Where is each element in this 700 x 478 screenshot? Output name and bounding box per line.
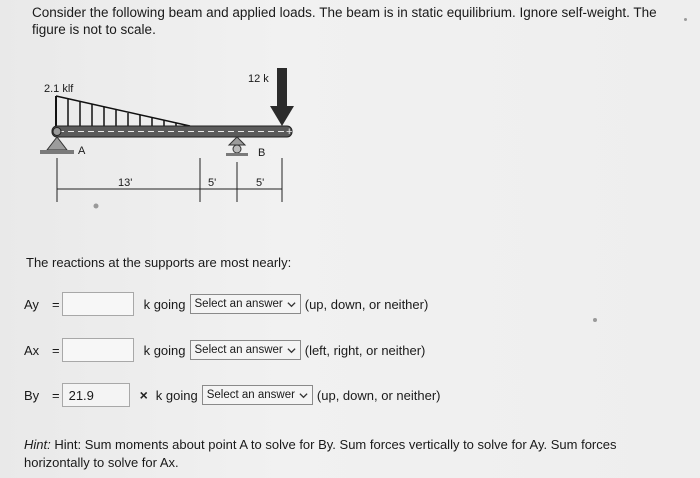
answer-row-ax xyxy=(24,336,425,364)
hint-label: Hint: xyxy=(24,437,51,452)
by-direction-select[interactable] xyxy=(202,385,313,405)
answer-row-by xyxy=(24,381,441,409)
chevron-down-icon xyxy=(287,300,296,309)
ay-direction-select[interactable] xyxy=(190,294,301,314)
incorrect-mark-icon: × xyxy=(139,387,148,403)
svg-text:+: + xyxy=(286,126,293,138)
by-select-label: Select an answer xyxy=(206,389,295,401)
dim-13: 13' xyxy=(118,177,133,189)
ay-equals: = xyxy=(52,296,60,312)
chevron-down-icon xyxy=(299,391,308,400)
by-input[interactable] xyxy=(62,383,130,407)
point-load-label: 12 k xyxy=(248,73,269,85)
hint-text xyxy=(24,436,664,472)
support-b-label: B xyxy=(258,147,266,159)
question-prompt: The reactions at the supports are most nearly: xyxy=(26,255,292,270)
by-options-hint: (up, down, or neither) xyxy=(316,387,441,403)
ax-label: Ax xyxy=(24,342,40,358)
support-a-label: A xyxy=(78,145,86,157)
hint-body: Hint: Sum moments about point A to solve for By. Sum forces vertically to solve for Ay. Sum forces horizontally to solve for Ax. xyxy=(24,437,617,470)
ax-select-label: Select an answer xyxy=(194,344,283,356)
ax-options-hint: (left, right, or neither) xyxy=(304,342,426,358)
dim-5-first: 5' xyxy=(208,177,217,189)
ay-units: k going xyxy=(143,296,186,312)
dist-load-label: 2.1 klf xyxy=(44,83,74,95)
by-units: k going xyxy=(155,387,198,403)
ay-label: Ay xyxy=(24,296,39,312)
decor-dot xyxy=(593,318,597,322)
beam-diagram xyxy=(30,62,310,212)
decor-dot xyxy=(684,18,687,21)
ax-direction-select[interactable] xyxy=(190,340,301,360)
problem-statement: Consider the following beam and applied loads. The beam is in static equilibrium. Ignore self-weight. The figure is not to scale. xyxy=(32,5,657,37)
ax-equals: = xyxy=(52,342,60,358)
chevron-down-icon xyxy=(287,346,296,355)
answer-row-ay xyxy=(24,290,428,318)
by-equals: = xyxy=(52,387,60,403)
ax-units: k going xyxy=(143,342,186,358)
ax-input[interactable] xyxy=(62,338,134,362)
ay-input[interactable] xyxy=(62,292,134,316)
beam-figure xyxy=(30,62,310,212)
ay-select-label: Select an answer xyxy=(194,298,283,310)
dim-5-second: 5' xyxy=(256,177,265,189)
ay-options-hint: (up, down, or neither) xyxy=(304,296,429,312)
by-label: By xyxy=(24,387,40,403)
